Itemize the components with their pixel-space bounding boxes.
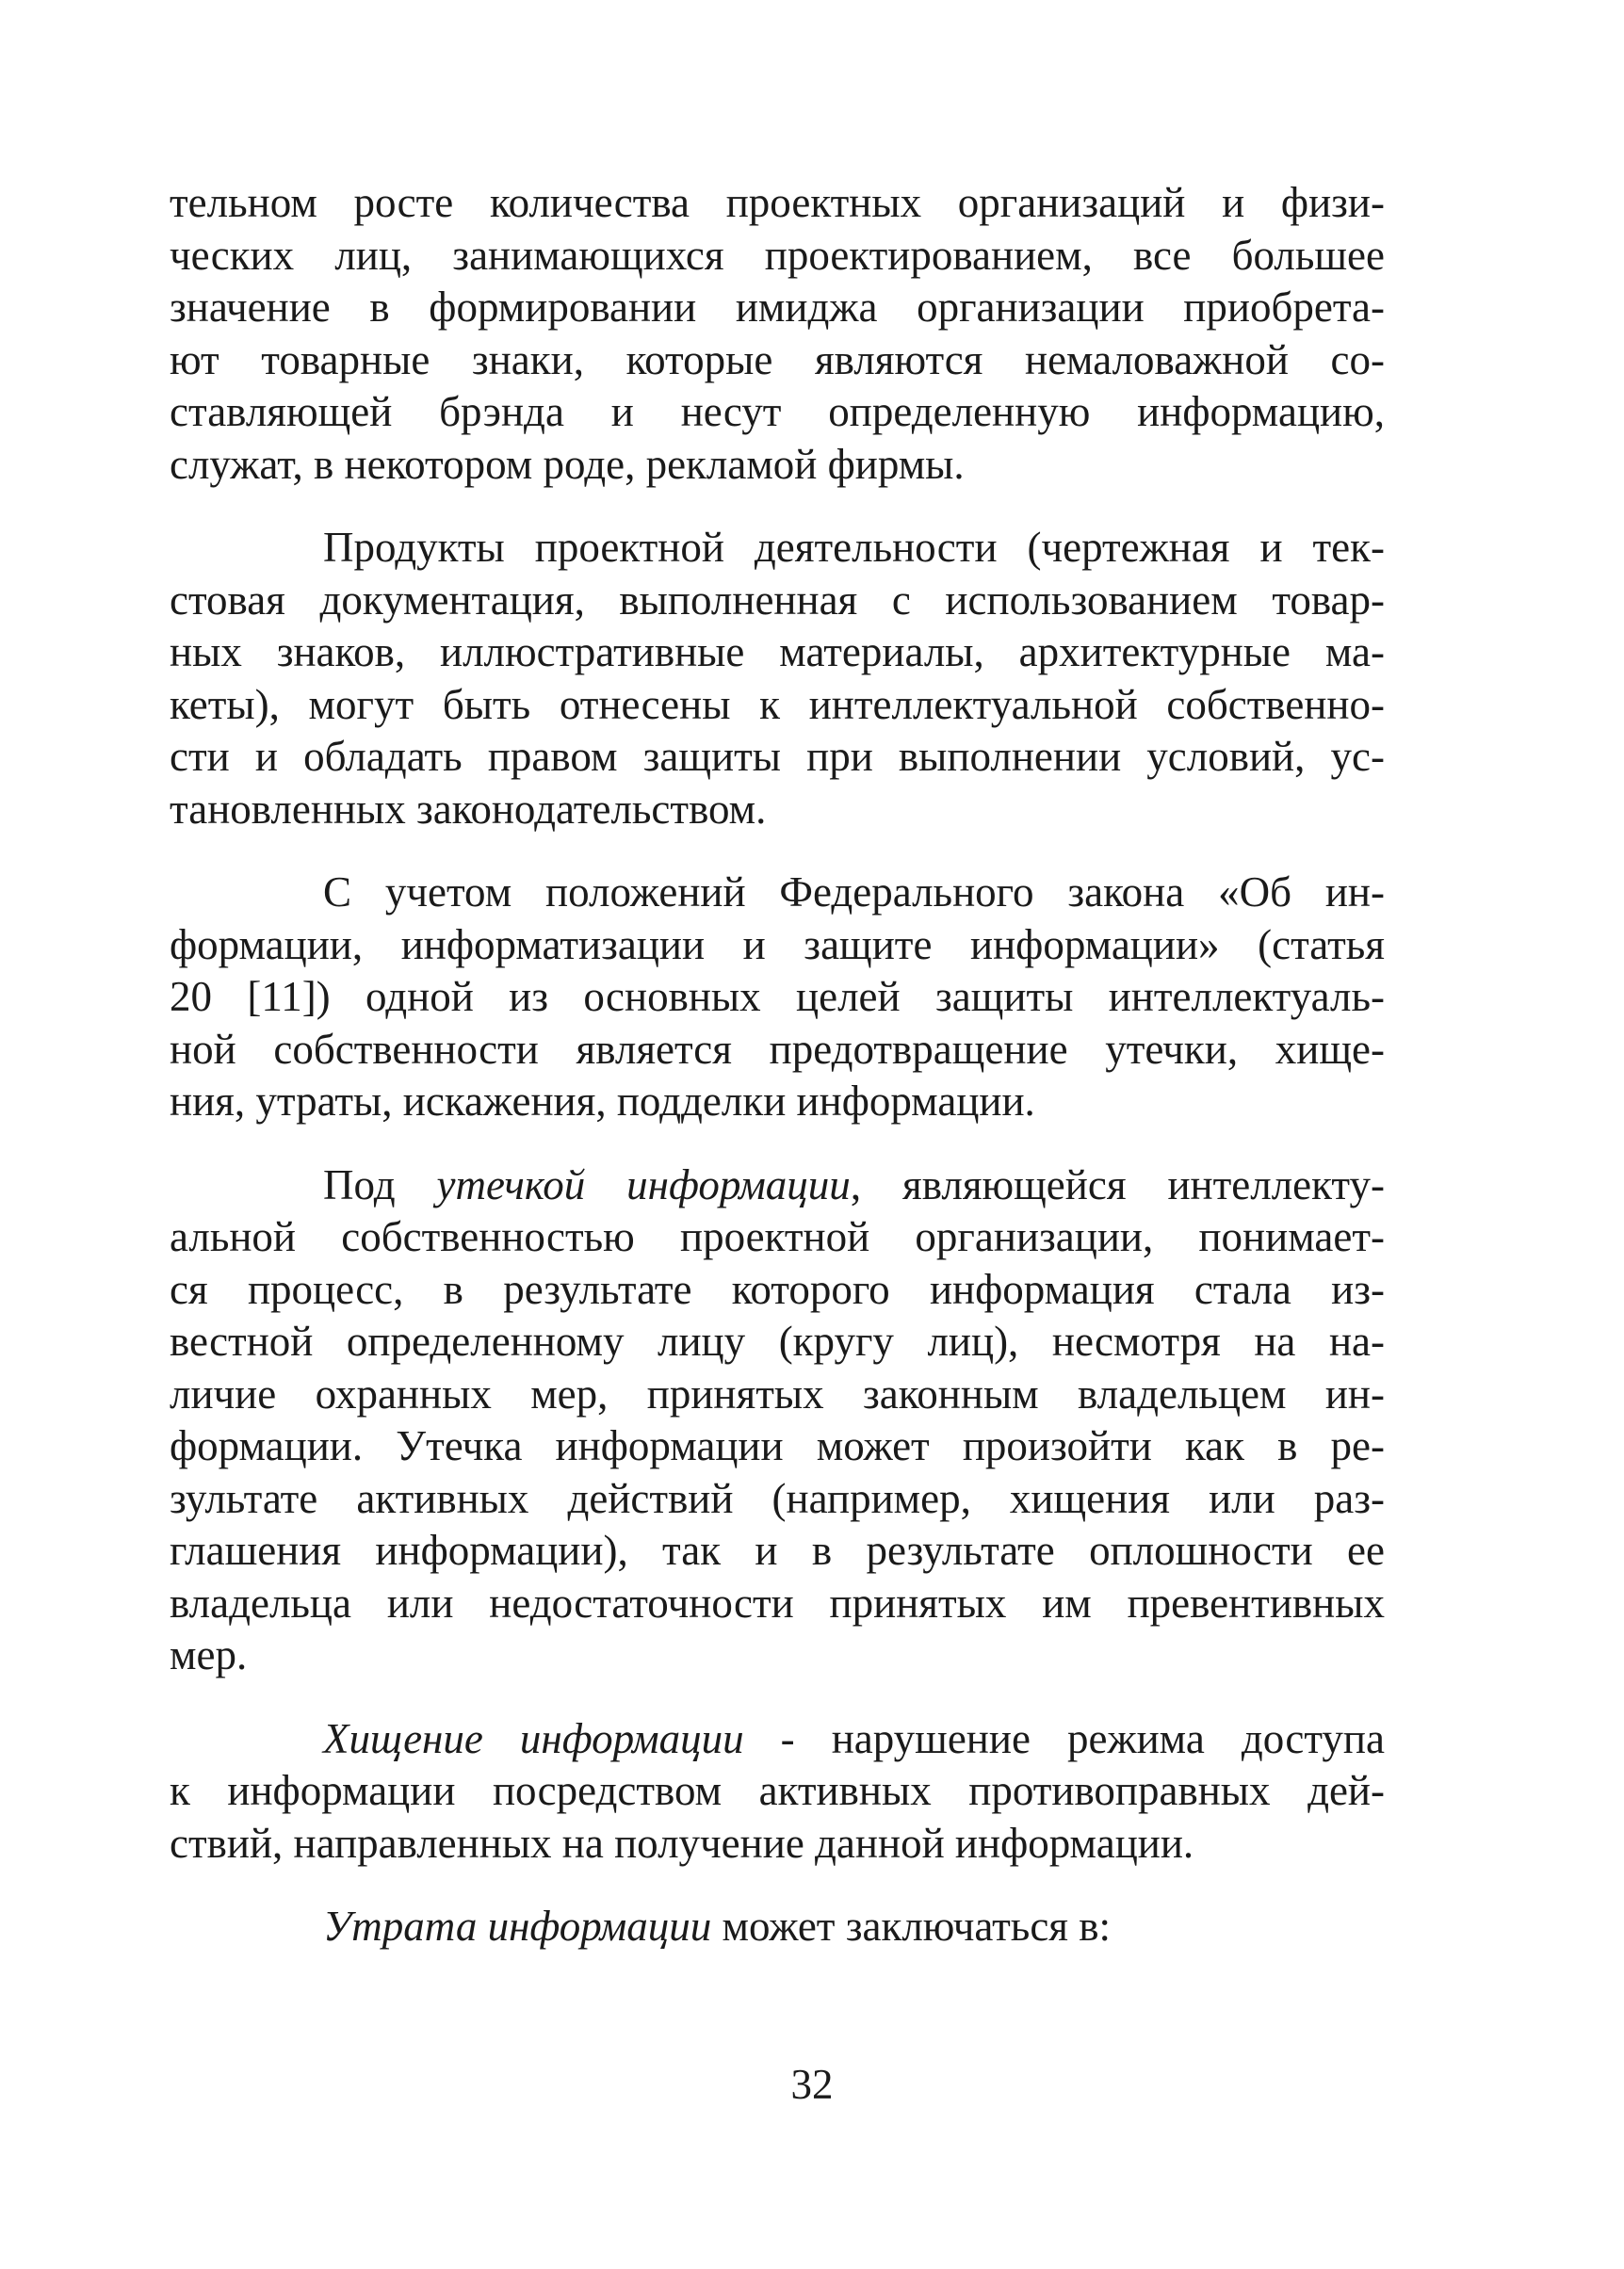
text-line: С учетом положений Федерального закона «Об ин- [323,868,1385,916]
text-line: ных знаков, иллюстративные материалы, архитектурные ма- [170,628,1385,675]
text-line [170,1901,1385,1953]
text-line [170,1159,1385,1212]
text-line: альной собственностью проектной организации, понимает- [170,1213,1385,1260]
text-line: к информации посредством активных противоправных дей- [170,1767,1385,1814]
text-before-term: Под [323,1160,437,1208]
text-line: тельном росте количества проектных организаций и физи- [170,179,1385,226]
text-line: Продукты проектной деятельности (чертежная и тек- [323,524,1385,571]
text-line: мер. [170,1631,248,1678]
text-line: значение в формировании имиджа организации приобрета- [170,284,1385,331]
text-line: ют товарные знаки, которые являются немаловажной со- [170,335,1385,383]
text-line: ной собственности является предотвращение утечки, хище- [170,1025,1385,1073]
text-after-term: - нарушение режима доступа [743,1714,1385,1762]
text-line: ся процесс, в результате которого информация стала из- [170,1265,1385,1313]
text-after-term: может заключаться в: [711,1903,1111,1950]
defined-term: Хищение информации [323,1714,744,1762]
text-line: личие охранных мер, принятых законным владельцем ин- [170,1370,1385,1418]
paragraph-5 [170,1713,1385,1871]
text-line: зультате активных действий (например, хищения или раз- [170,1474,1385,1522]
page-number: 32 [790,2061,834,2108]
text-line: владельца или недостаточности принятых им превентивных [170,1579,1385,1627]
text-line: служат, в некотором роде, рекламой фирмы. [170,440,965,488]
paragraph-1 [170,177,1385,491]
defined-term: утечкой информации [436,1160,851,1208]
paragraph-2 [170,522,1385,835]
text-line: формации. Утечка информации может произойти как в ре- [170,1422,1385,1469]
text-line: тановленных законодательством. [170,785,767,833]
paragraph-4 [170,1159,1385,1682]
text-line: формации, информатизации и защите информации» (статья [170,920,1385,968]
text-line: 20 [11]) одной из основных целей защиты интеллектуаль- [170,973,1385,1020]
text-line: стовая документация, выполненная с использованием товар- [170,575,1385,624]
paragraph-6 [170,1901,1385,1953]
text-line: ставляющей брэнда и несут определенную информацию, [170,388,1385,435]
text-line: сти и обладать правом защиты при выполнении условий, ус- [170,733,1385,780]
text-line: ния, утраты, искажения, подделки информации. [170,1078,1035,1125]
text-line: глашения информации), так и в результате оплошности ее [170,1527,1385,1574]
text-line: вестной определенному лицу (кругу лиц), несмотря на на- [170,1318,1385,1365]
text-line: кеты), могут быть отнесены к интеллектуальной собственно- [170,680,1385,728]
paragraph-3 [170,867,1385,1128]
page-body [170,177,1385,1953]
text-line: ствий, направленных на получение данной информации. [170,1819,1194,1867]
defined-term: Утрата информации [323,1903,712,1950]
text-after-term: , являющейся интеллекту- [850,1160,1385,1208]
text-line [170,1713,1385,1766]
text-line: ческих лиц, занимающихся проектированием, все большее [170,231,1385,279]
